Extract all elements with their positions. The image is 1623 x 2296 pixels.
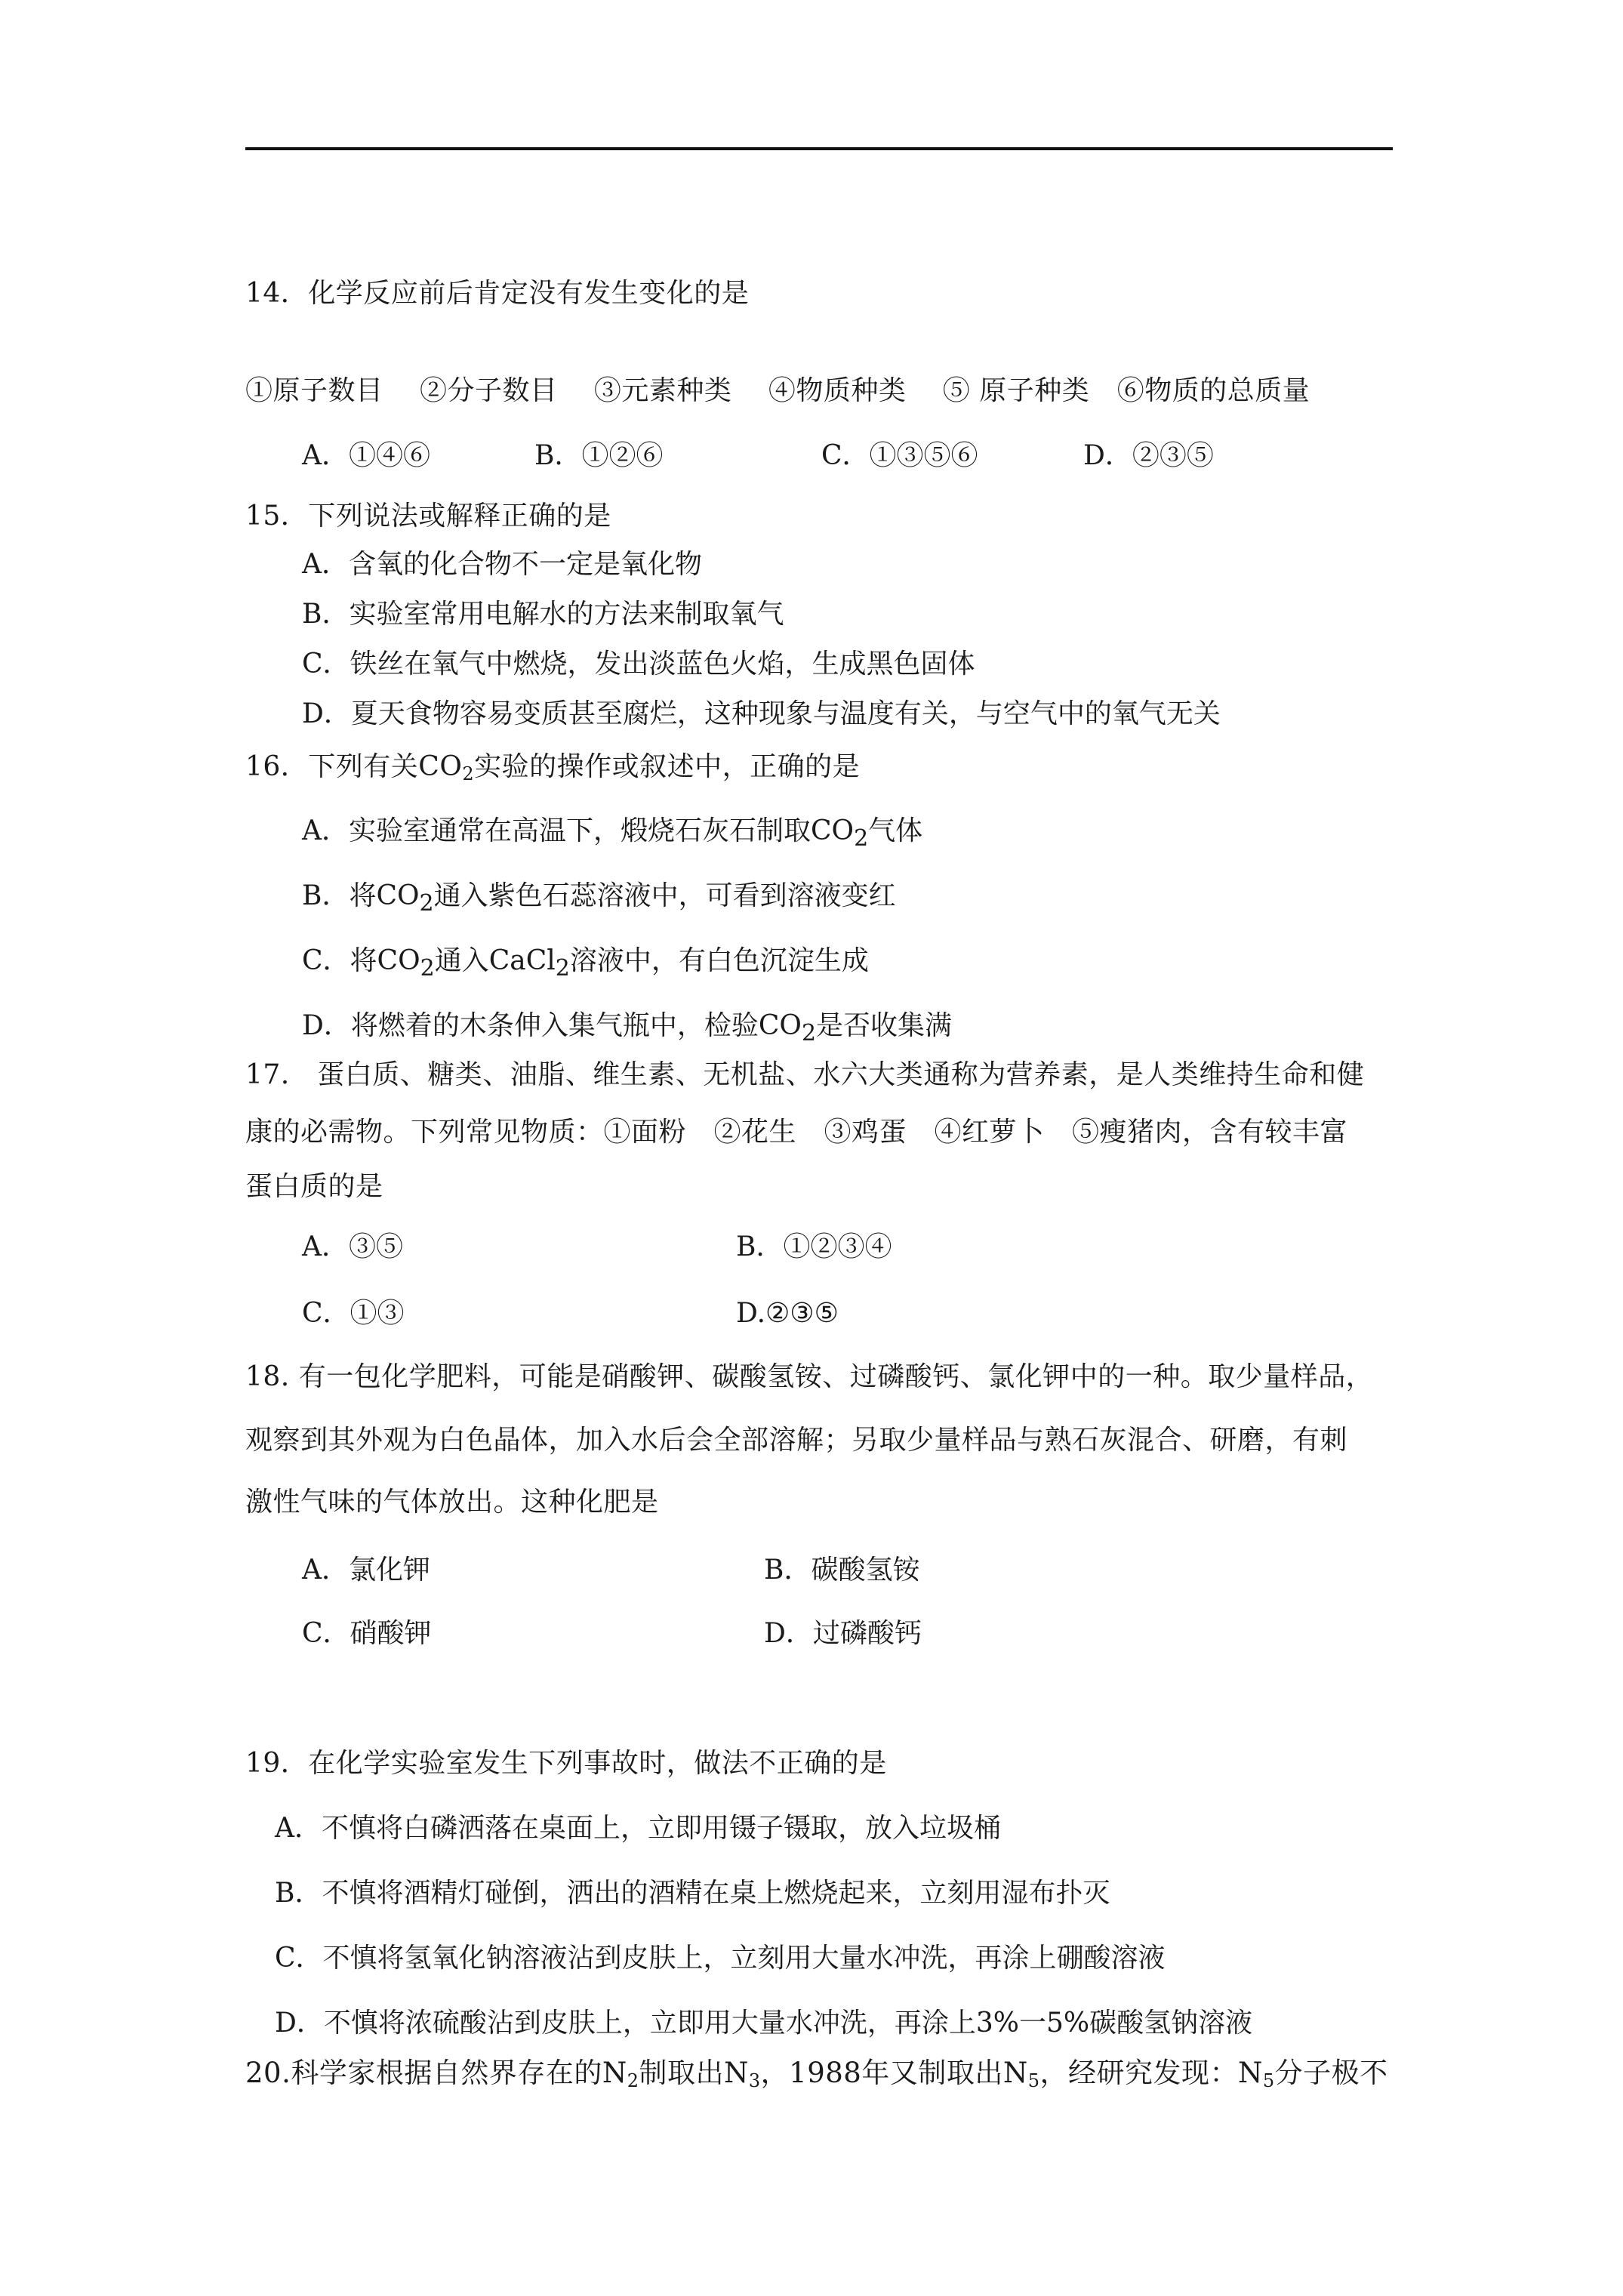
q18-option-b: B．碳酸氢铵 (764, 1555, 920, 1586)
q19-option-d: D．不慎将浓硫酸沾到皮肤上，立即用大量水冲洗，再涂上3%一5%碳酸氢钠溶液 (275, 2008, 1253, 2039)
q18-line-3: 激性气味的气体放出。这种化肥是 (245, 1487, 659, 1518)
q17-line-1: 17. 蛋白质、糖类、油脂、维生素、无机盐、水六大类通称为营养素，是人类维持生命和健 (245, 1059, 1365, 1090)
q18-option-d: D．过磷酸钙 (764, 1618, 922, 1649)
q17-option-c: C．①③ (302, 1298, 405, 1329)
q20-line-1: 20.科学家根据自然界存在的$N_2$制取出$N_3$，1988年又制取出$N_5$，经研究发现：$N_5$分子极不 (245, 2057, 1388, 2091)
q14-items: ①原子数目 ②分子数目 ③元素种类 ④物质种类 ⑤ 原子种类 ⑥物质的总质量 (245, 375, 1310, 406)
q19-option-c: C．不慎将氢氧化钠溶液沾到皮肤上，立刻用大量水冲洗，再涂上硼酸溶液 (275, 1943, 1166, 1974)
q16-option-d: D．将燃着的木条伸入集气瓶中，检验$CO_2$是否收集满 (302, 1010, 953, 1047)
q17-option-d: D.②③⑤ (736, 1298, 839, 1329)
q18-option-a: A．氯化钾 (302, 1555, 430, 1586)
q16-option-c: C．将$CO_2$通入CaCl$_2$溶液中，有白色沉淀生成 (302, 945, 869, 982)
q15-stem: 15．下列说法或解释正确的是 (245, 501, 611, 532)
q18-line-2: 观察到其外观为白色晶体，加入水后会全部溶解；另取少量样品与熟石灰混合、研磨，有刺 (245, 1425, 1348, 1456)
q19-option-a: A．不慎将白磷洒落在桌面上，立即用镊子镊取，放入垃圾桶 (275, 1813, 1001, 1844)
q14-option-d: D．②③⑤ (1083, 440, 1214, 471)
q17-line-3: 蛋白质的是 (245, 1171, 383, 1202)
q19-stem: 19．在化学实验室发生下列事故时，做法不正确的是 (245, 1748, 887, 1779)
q17-option-b: B．①②③④ (736, 1231, 892, 1262)
q17-option-a: A．③⑤ (302, 1231, 403, 1262)
q14-option-b: B．①②⑥ (534, 440, 664, 471)
q18-option-c: C．硝酸钾 (302, 1618, 432, 1649)
q15-option-c: C．铁丝在氧气中燃烧，发出淡蓝色火焰，生成黑色固体 (302, 649, 975, 680)
q14-stem: 14．化学反应前后肯定没有发生变化的是 (245, 278, 750, 309)
q14-option-a: A．①④⑥ (302, 440, 430, 471)
q15-option-d: D．夏天食物容易变质甚至腐烂，这种现象与温度有关，与空气中的氧气无关 (302, 698, 1221, 729)
header-rule (245, 147, 1393, 150)
q19-option-b: B．不慎将酒精灯碰倒，洒出的酒精在桌上燃烧起来，立刻用湿布扑灭 (275, 1878, 1110, 1909)
q18-line-1: 18. 有一包化学肥料，可能是硝酸钾、碳酸氢铵、过磷酸钙、氯化钾中的一种。取少量样品， (245, 1361, 1374, 1392)
q16-option-a: A．实验室通常在高温下，煅烧石灰石制取$CO_2$气体 (302, 815, 923, 852)
q15-option-b: B．实验室常用电解水的方法来制取氧气 (302, 599, 784, 630)
q16-stem: 16．下列有关$CO_2$实验的操作或叙述中，正确的是 (245, 751, 861, 784)
q14-option-c: C．①③⑤⑥ (821, 440, 978, 471)
q16-option-b: B．将$CO_2$通入紫色石蕊溶液中，可看到溶液变红 (302, 880, 896, 917)
q15-option-a: A．含氧的化合物不一定是氧化物 (302, 549, 702, 580)
q17-line-2: 康的必需物。下列常见物质：①面粉 ②花生 ③鸡蛋 ④红萝卜 ⑤瘦猪肉，含有较丰富 (245, 1117, 1348, 1148)
